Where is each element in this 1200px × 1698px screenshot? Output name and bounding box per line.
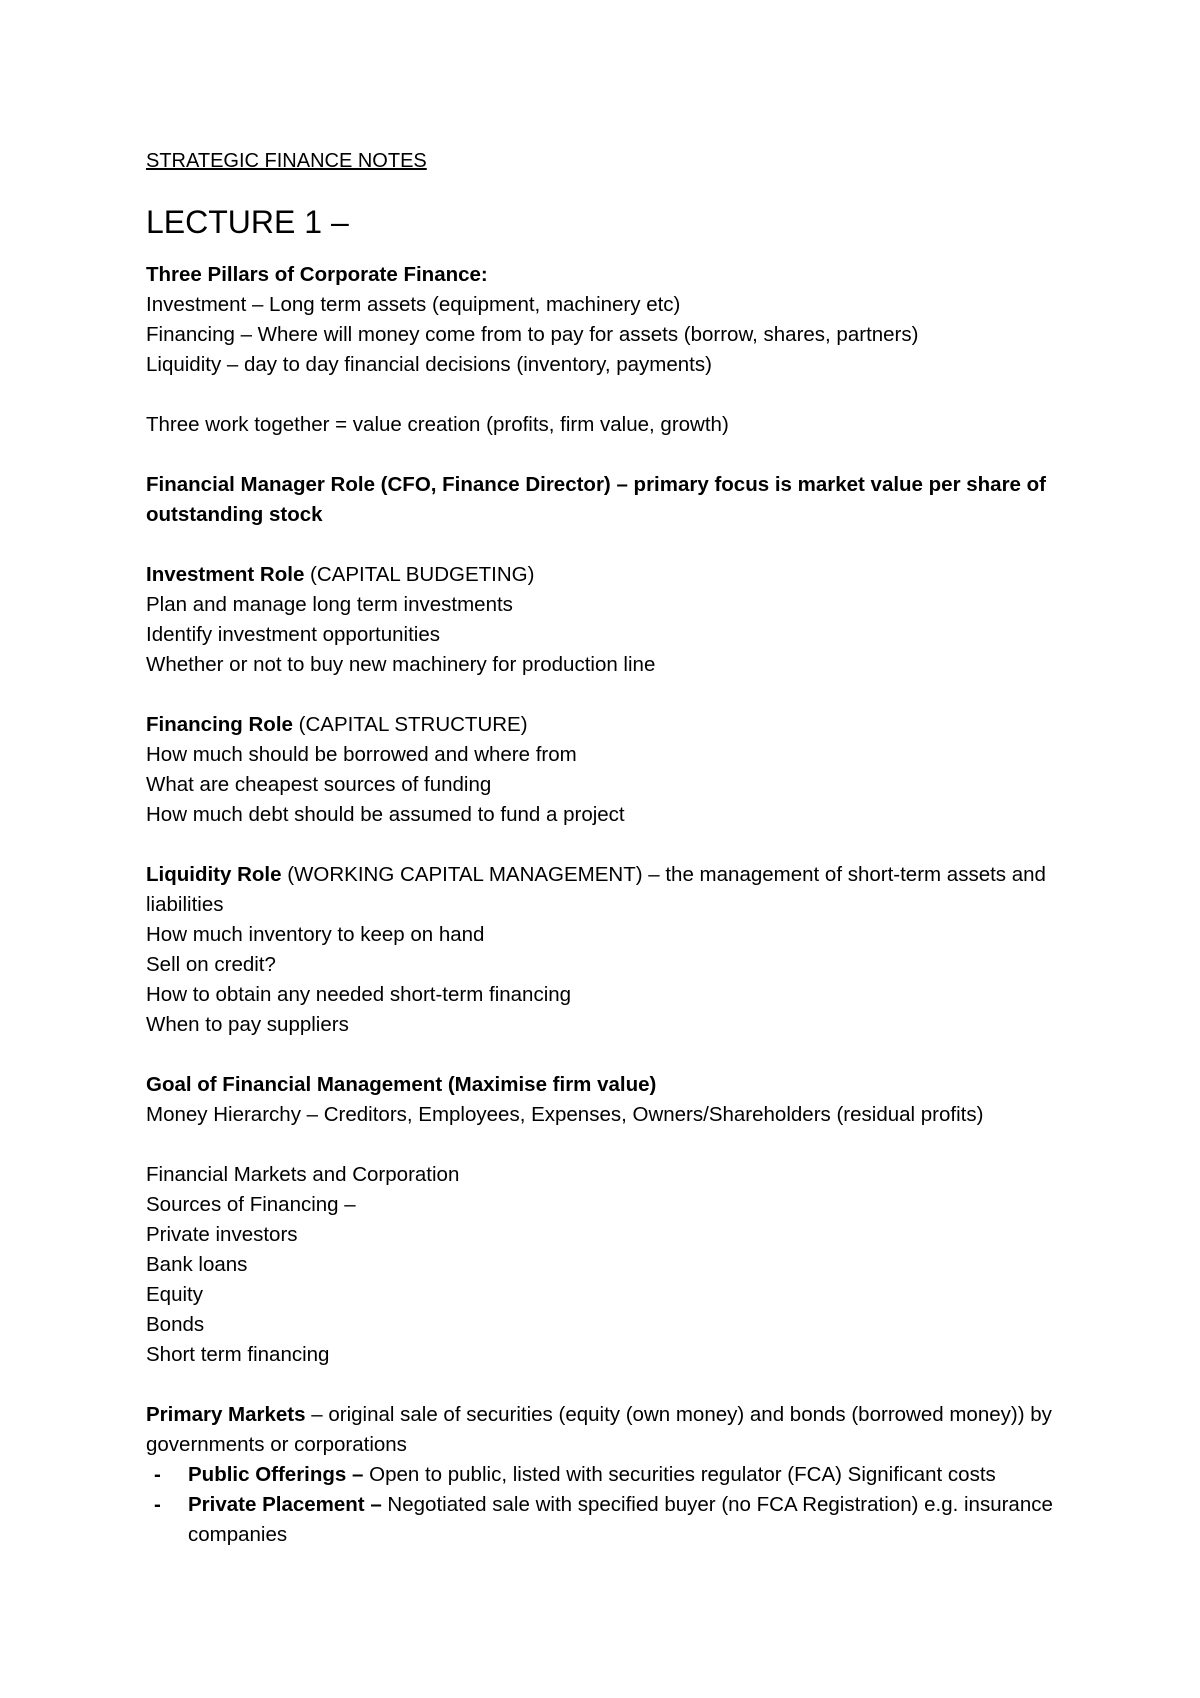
investment-role-item: Whether or not to buy new machinery for production line (146, 653, 656, 676)
sources-label: Sources of Financing – (146, 1193, 356, 1216)
source-item: Private investors (146, 1223, 298, 1246)
financing-role-item: How much debt should be assumed to fund a project (146, 803, 625, 826)
pillar-item: Liquidity – day to day financial decisions (inventory, payments) (146, 353, 712, 376)
pillar-item: Financing – Where will money come from to pay for assets (borrow, shares, partners) (146, 323, 919, 346)
financing-role-heading (146, 710, 1066, 740)
primary-markets-label: Primary Markets (146, 1403, 306, 1426)
markets-heading: Financial Markets and Corporation (146, 1163, 460, 1186)
private-placement-text: Negotiated sale with specified buyer (no FCA Registration) e.g. insurance companies (188, 1493, 1053, 1546)
financing-role-label: Financing Role (146, 713, 293, 736)
public-offerings-text: Open to public, listed with securities regulator (FCA) Significant costs (363, 1463, 996, 1486)
source-item: Short term financing (146, 1343, 330, 1366)
source-item: Bank loans (146, 1253, 248, 1276)
financing-role-item: How much should be borrowed and where from (146, 743, 577, 766)
investment-role-item: Plan and manage long term investments (146, 593, 513, 616)
document-content (146, 148, 1066, 1550)
pillars-heading: Three Pillars of Corporate Finance: (146, 263, 488, 286)
document-title: STRATEGIC FINANCE NOTES (146, 150, 427, 172)
liquidity-role-item: How to obtain any needed short-term financing (146, 983, 572, 1006)
goal-heading: Goal of Financial Management (Maximise firm value) (146, 1073, 657, 1096)
manager-role-text: Financial Manager Role (CFO, Finance Director) – primary focus is market value per share of outstanding stock (146, 473, 1046, 526)
source-item: Bonds (146, 1313, 205, 1336)
pillar-item: Investment – Long term assets (equipment, machinery etc) (146, 293, 681, 316)
public-offerings-label: Public Offerings – (188, 1463, 364, 1486)
primary-markets-desc: – original sale of securities (equity (own money) and bonds (borrowed money)) by governments or corporations (146, 1403, 1052, 1456)
liquidity-role-heading (146, 860, 1066, 920)
lecture-heading: LECTURE 1 – (146, 204, 349, 240)
liquidity-role-sub: (WORKING CAPITAL MANAGEMENT) – the management of short-term assets and liabilities (146, 863, 1046, 916)
investment-role-item: Identify investment opportunities (146, 623, 440, 646)
liquidity-role-item: When to pay suppliers (146, 1013, 349, 1036)
liquidity-role-label: Liquidity Role (146, 863, 282, 886)
investment-role-sub: (CAPITAL BUDGETING) (304, 563, 535, 586)
private-placement-label: Private Placement – (188, 1493, 382, 1516)
list-item (146, 1460, 1066, 1490)
investment-role-heading (146, 560, 1066, 590)
financing-role-item: What are cheapest sources of funding (146, 773, 492, 796)
source-item: Equity (146, 1283, 203, 1306)
value-creation-text: Three work together = value creation (profits, firm value, growth) (146, 413, 729, 436)
primary-markets-list (146, 1460, 1066, 1550)
investment-role-label: Investment Role (146, 563, 305, 586)
dash-bullet: - (154, 1493, 161, 1516)
list-item (146, 1490, 1066, 1550)
liquidity-role-item: How much inventory to keep on hand (146, 923, 485, 946)
money-hierarchy-text: Money Hierarchy – Creditors, Employees, Expenses, Owners/Shareholders (residual profits) (146, 1103, 984, 1126)
dash-bullet: - (154, 1463, 161, 1486)
liquidity-role-item: Sell on credit? (146, 953, 276, 976)
primary-markets-text (146, 1400, 1066, 1460)
financing-role-sub: (CAPITAL STRUCTURE) (292, 713, 528, 736)
